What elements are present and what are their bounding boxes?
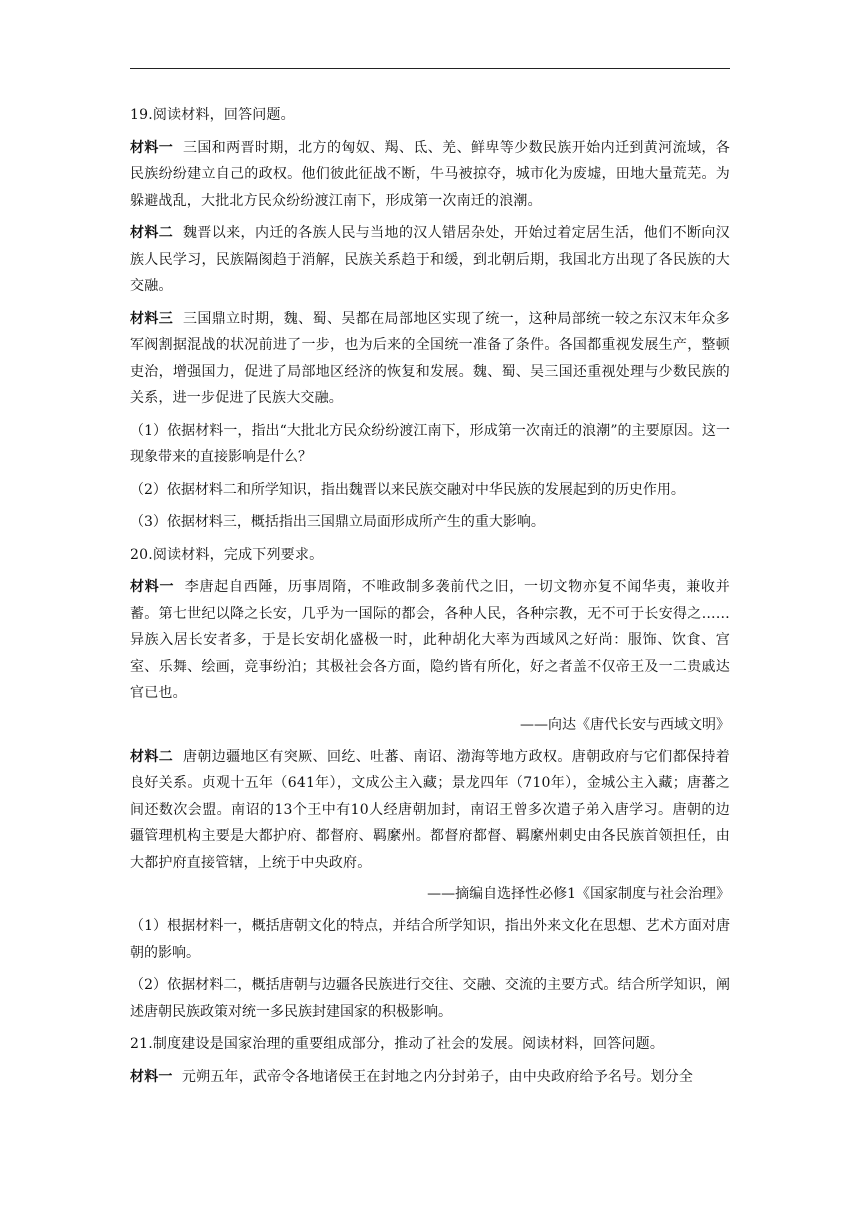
q20-material-2: [130, 744, 730, 877]
q20-m1-source: ——向达《唐代长安与西域文明》: [520, 716, 730, 733]
q19-material-3: [130, 306, 730, 412]
q19-sub-question-2: （2）依据材料二和所学知识，指出魏晋以来民族交融对中华民族的发展起到的历史作用。: [130, 481, 685, 498]
q20-m2-source: ——摘编自选择性必修1《国家制度与社会治理》: [427, 886, 730, 902]
q21-m1-label: 材料一: [130, 1068, 173, 1085]
q20-m2-label: 材料二: [130, 748, 174, 765]
q21-material-1: [130, 1064, 730, 1091]
q19-m1-label: 材料一: [130, 139, 174, 156]
document-body: [130, 102, 730, 1096]
q19-m1-text: 三国和两晋时期，北方的匈奴、羯、氐、羌、鲜卑等少数民族开始内迁到黄河流域，各民族纷纷建立自己的政权。他们彼此征战不断，牛马被掠夺，城市化为废墟，田地大量荒芜。为躲避战乱，大批北方民众纷纷渡江南下，形成第一次南迁的浪潮。: [130, 139, 730, 209]
q19-sub-question-3: （3）依据材料三，概括指出三国鼎立局面形成所产生的重大影响。: [130, 514, 545, 530]
q19-m3-label: 材料三: [130, 310, 174, 327]
q21-m1-text: 元朔五年，武帝令各地诸侯王在封地之内分封弟子，由中央政府给予名号。划分全: [181, 1068, 694, 1085]
q19-m2-text: 魏晋以来，内迁的各族人民与当地的汉人错居杂处，开始过着定居生活，他们不断向汉族人民学习，民族隔阂趋于消解，民族关系趋于和缓，到北朝后期，我国北方出现了各民族的大交融。: [130, 225, 730, 294]
q19-m3-text: 三国鼎立时期，魏、蜀、吴都在局部地区实现了统一，这种局部统一较之东汉末年众多军阀割据混战的状况前进了一步，也为后来的全国统一准备了条件。各国都重视发展生产，整顿吏治，增强国力，促进了局部地区经济的恢复和发展。魏、蜀、吴三国还重视处理与少数民族的关系，进一步促进了民族大交融。: [130, 310, 730, 406]
header-rule: [130, 68, 730, 69]
q20-sub-question-1: （1）根据材料一，概括唐朝文化的特点，并结合所学知识，指出外来文化在思想、艺术方面对唐朝的影响。: [130, 918, 730, 961]
q21-heading: 21.制度建设是国家治理的重要组成部分，推动了社会的发展。阅读材料，回答问题。: [130, 1036, 665, 1052]
q20-heading: 20.阅读材料，完成下列要求。: [130, 546, 324, 563]
q19-material-1: [130, 135, 730, 215]
q19-m2-label: 材料二: [130, 225, 174, 241]
q20-m1-label: 材料一: [130, 579, 175, 595]
q20-material-1: [130, 574, 730, 707]
q20-m2-text: 唐朝边疆地区有突厥、回纥、吐蕃、南诏、渤海等地方政权。唐朝政府与它们都保持着良好关系。贞观十五年（641年），文成公主入藏；景龙四年（710年），金城公主入藏；唐蕃之间还数次会盟。南诏的13个王中有10人经唐朝加封，南诏王曾多次遣子弟入唐学习。唐朝的边疆管理机构主要是大都护府、都督府、羁縻州。都督府都督、羁縻州刺史由各民族首领担任，由大都护府直接管辖，上统于中央政府。: [130, 748, 730, 871]
q20-sub-question-2: （2）依据材料二，概括唐朝与边疆各民族进行交往、交融、交流的主要方式。结合所学知识，阐述唐朝民族政策对统一多民族封建国家的积极影响。: [130, 977, 730, 1020]
q19-sub-question-1: （1）依据材料一，指出“大批北方民众纷纷渡江南下，形成第一次南迁的浪潮”的主要原因。这一现象带来的直接影响是什么？: [130, 422, 730, 465]
q19-heading: 19.阅读材料，回答问题。: [130, 107, 295, 123]
q20-m1-text: 李唐起自西陲，历事周隋，不唯政制多袭前代之旧，一切文物亦复不闻华夷，兼收并蓄。第七世纪以降之长安，几乎为一国际的都会，各种人民，各种宗教，无不可于长安得之……异族入居长安者多，于是长安胡化盛极一时，此种胡化大率为西域风之好尚：服饰、饮食、宫室、乐舞、绘画，竞事纷泊；其极社会各方面，隐约皆有所化，好之者盖不仅帝王及一二贵戚达官已也。: [130, 579, 730, 701]
q19-material-2: [130, 220, 730, 300]
